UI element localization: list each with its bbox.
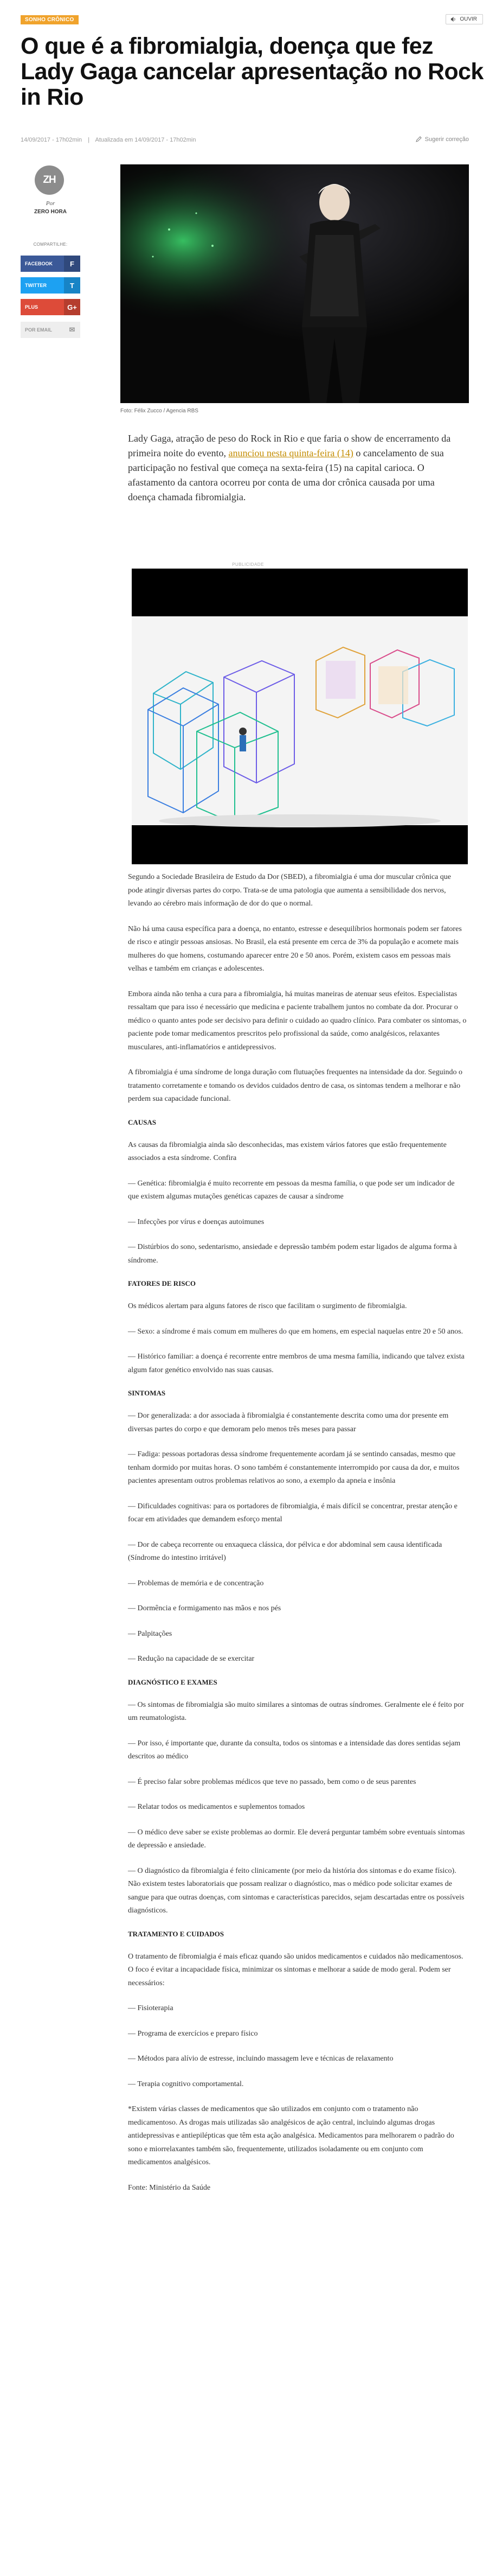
email-share-button[interactable]: [21, 322, 80, 338]
announcement-link[interactable]: anunciou nesta quinta-feira (14): [228, 448, 353, 458]
facebook-share-button[interactable]: [21, 256, 80, 272]
google-plus-share-button[interactable]: [21, 299, 80, 315]
page-title: O que é a fibromialgia, doença que fez Lady Gaga cancelar apresentação no Rock in Rio: [21, 33, 484, 110]
list-item: — Infecções por vírus e doenças autoimunes: [128, 1217, 265, 1226]
top-bar: [0, 0, 496, 28]
section-heading-sintomas: SINTOMAS: [128, 1389, 166, 1397]
ad-label: PUBLICIDADE: [232, 562, 264, 567]
list-item: — Problemas de memória e de concentração: [128, 1579, 264, 1587]
by-label: Por: [46, 200, 55, 207]
paragraph: Os médicos alertam para alguns fatores de risco que facilitam o surgimento de fibromialgia.: [128, 1302, 407, 1310]
list-item: — Histórico familiar: a doença é recorrente entre membros de uma mesma família, indicando que talvez exista algum fator genético envolvido nas suas causas.: [128, 1353, 465, 1374]
facebook-label: FACEBOOK: [25, 261, 53, 266]
paragraph: Não há uma causa específica para a doença, no entanto, estresse e desequilíbrios hormonais podem ser fatores de risco e atingir pessoas ansiosas. No Brasil, ela está presente em cerca de 3% da população e acomete mais mulheres do que homens, costumando aparecer entre 20 e 50 anos. Porém, existem casos em pessoas mais velhas e também em crianças e adolescentes.: [128, 924, 462, 973]
list-item: — Sexo: a síndrome é mais comum em mulheres do que em homens, em especial naquelas entre 20 e 50 anos.: [128, 1327, 463, 1336]
category-tag[interactable]: SONHO CRÔNICO: [21, 15, 79, 24]
list-item: — Fadiga: pessoas portadoras dessa síndrome frequentemente acordam já se sentindo cansadas, mesmo que tenham dormido por muitas horas. O sono também é constantemente interrompido por causa da dor, e muitos pacientes apresentam outros problemas relativos ao sono, a exemplo da apneia e insônia: [128, 1450, 460, 1485]
plus-label: PLUS: [25, 304, 38, 310]
list-item: — É preciso falar sobre problemas médicos que teve no passado, bem como o de seus parentes: [128, 1777, 416, 1786]
list-item: — Por isso, é importante que, durante da consulta, todos os sintomas e a intensidade das dores sentidas sejam descritos ao médico: [128, 1739, 461, 1761]
list-item: — O médico deve saber se existe problemas ao dormir. Ele deverá perguntar também sobre eventuais sintomas de depressão e ansiedade.: [128, 1828, 465, 1850]
separator: |: [88, 137, 90, 143]
list-item: — Fisioterapia: [128, 2004, 173, 2012]
lead-paragraph: [128, 431, 464, 505]
twitter-icon: T: [64, 277, 80, 294]
ad-illustration: [132, 569, 468, 864]
lead-text-end: o cancelamento de sua participação no festival que começa na sexta-feira (15) na capital carioca. O afastamento da cantora ocorreu por conta de uma dor crônica causada por uma doença chamada fibromialgia.: [128, 448, 444, 502]
photo-credit: Foto: Félix Zucco / Agencia RBS: [120, 408, 198, 414]
sidebar: [21, 165, 80, 338]
hero-photo: [120, 164, 469, 403]
pencil-icon: [415, 136, 422, 143]
list-item: — Palpitações: [128, 1629, 172, 1638]
share-label: COMPARTILHE:: [33, 242, 68, 247]
listen-label: OUVIR: [460, 16, 477, 22]
paragraph: Embora ainda não tenha a cura para a fibromialgia, há muitas maneiras de atenuar seus efeitos. Especialistas ressaltam que para isso é necessário que medicina e paciente trabalhem juntos no combate da dor. Procurar o médico o quanto antes pode ser decisivo para definir o cuidado ao quadro clínico. Para combater os sintomas, o paciente pode tomar medicamentos prescritos pelo profissional da saúde, como analgésicos, relaxantes musculares, anti-inflamatórios e antidepressivos.: [128, 990, 467, 1051]
performer-photo: [120, 164, 469, 403]
paragraph: *Existem várias classes de medicamentos que são utilizados em conjunto com o tratamento não medicamentoso. As drogas mais utilizadas são analgésicos de ação central, incluindo algumas drogas antidepressivas e antiepilépticas que têm esta ação analgésica. Medicamentos para melhorarem o padrão do sono e miorrelaxantes também são, frequentemente, utilizados isoladamente ou em conjunto com medicamentos analgésicos.: [128, 2105, 454, 2166]
list-item: — Distúrbios do sono, sedentarismo, ansiedade e depressão também podem estar ligados de alguma forma à síndrome.: [128, 1243, 457, 1265]
email-label: POR EMAIL: [25, 327, 53, 333]
list-item: — Os sintomas de fibromialgia são muito similares a sintomas de outras síndromes. Geralmente ele é feito por um reumatologista.: [128, 1700, 464, 1722]
speaker-icon: [450, 16, 456, 22]
updated-date: Atualizada em 14/09/2017 - 17h02min: [95, 137, 196, 143]
list-item: — Dificuldades cognitivas: para os portadores de fibromialgia, é mais difícil se concentrar, prestar atenção e focar em atividades que demandem esforço mental: [128, 1502, 458, 1523]
list-item: — Métodos para alívio de estresse, incluindo massagem leve e técnicas de relaxamento: [128, 2055, 394, 2063]
list-item: — Genética: fibromialgia é muito recorrente em pessoas da mesma família, o que pode ser um indicador de que existem algumas mutações genéticas capazes de causar a síndrome: [128, 1179, 455, 1201]
google-plus-icon: G+: [64, 299, 80, 315]
paragraph: Segundo a Sociedade Brasileira de Estudo da Dor (SBED), a fibromialgia é uma dor muscular crônica que pode atingir diversas partes do corpo. Trata-se de uma patologia que aumenta a sensibilidade dos nervos, levando ao cérebro mais informação de dor do que o normal.: [128, 873, 451, 908]
section-heading-diagnostico: DIAGNÓSTICO E EXAMES: [128, 1678, 217, 1686]
article-dates: [21, 137, 200, 143]
list-item: — Dor de cabeça recorrente ou enxaqueca clássica, dor pélvica e dor abdominal sem causa identificada (Síndrome do intestino irritável): [128, 1540, 442, 1562]
published-date: 14/09/2017 - 17h02min: [21, 137, 82, 143]
listen-button[interactable]: [446, 14, 483, 24]
twitter-label: TWITTER: [25, 283, 47, 288]
suggest-label: Sugerir correção: [424, 136, 469, 143]
list-item: — Programa de exercícios e preparo físico: [128, 2029, 258, 2038]
zh-logo[interactable]: ZH: [35, 165, 64, 195]
twitter-share-button[interactable]: [21, 277, 80, 294]
section-heading-causas: CAUSAS: [128, 1118, 157, 1126]
list-item: — Dormência e formigamento nas mãos e nos pés: [128, 1604, 281, 1612]
author-name[interactable]: ZERO HORA: [34, 209, 67, 215]
email-icon: ✉: [69, 326, 75, 334]
section-heading-tratamento: TRATAMENTO E CUIDADOS: [128, 1929, 224, 1938]
list-item: — Relatar todos os medicamentos e suplementos tomados: [128, 1803, 305, 1811]
paragraph: As causas da fibromialgia ainda são desconhecidas, mas existem vários fatores que estão frequentemente associados a esta síndrome. Confira: [128, 1140, 447, 1162]
facebook-icon: F: [64, 256, 80, 272]
lead-text-start: Lady Gaga, atração de peso do Rock in Rio e que faria o show de encerramento da primeira noite do evento,: [128, 433, 451, 458]
suggest-correction-link[interactable]: [415, 136, 469, 143]
video-ad[interactable]: [132, 569, 468, 864]
paragraph: O tratamento de fibromialgia é mais eficaz quando são unidos medicamentos e cuidados não medicamentosos. O foco é evitar a incapacidade física, minimizar os sintomas e melhorar a saúde de modo geral. Podem ser necessários:: [128, 1952, 463, 1987]
list-item: — Terapia cognitivo comportamental.: [128, 2080, 244, 2088]
source-note: Fonte: Ministério da Saúde: [128, 2183, 211, 2192]
list-item: — Dor generalizada: a dor associada à fibromialgia é constantemente descrita como uma dor presente em diversas partes do corpo e que demoram pelo menos três meses para passar: [128, 1412, 449, 1433]
list-item: — Redução na capacidade de se exercitar: [128, 1655, 255, 1663]
section-heading-fatores: FATORES DE RISCO: [128, 1279, 196, 1287]
paragraph: A fibromialgia é uma síndrome de longa duração com flutuações frequentes na intensidade da dor. Seguindo o tratamento corretamente e tomando os devidos cuidados dentro de casa, os sintomas tendem a melhorar e não perdem sua capacidade funcional.: [128, 1068, 462, 1103]
list-item: — O diagnóstico da fibromialgia é feito clinicamente (por meio da história dos sintomas e do exame físico). Não existem testes laboratoriais que possam realizar o diagnóstico, mas o médico pode solicitar exames de sangue para que outras doenças, com sintomas e características parecidos, sejam descartadas entre os possíveis diagnósticos.: [128, 1866, 465, 1915]
article-body: [128, 871, 467, 2207]
